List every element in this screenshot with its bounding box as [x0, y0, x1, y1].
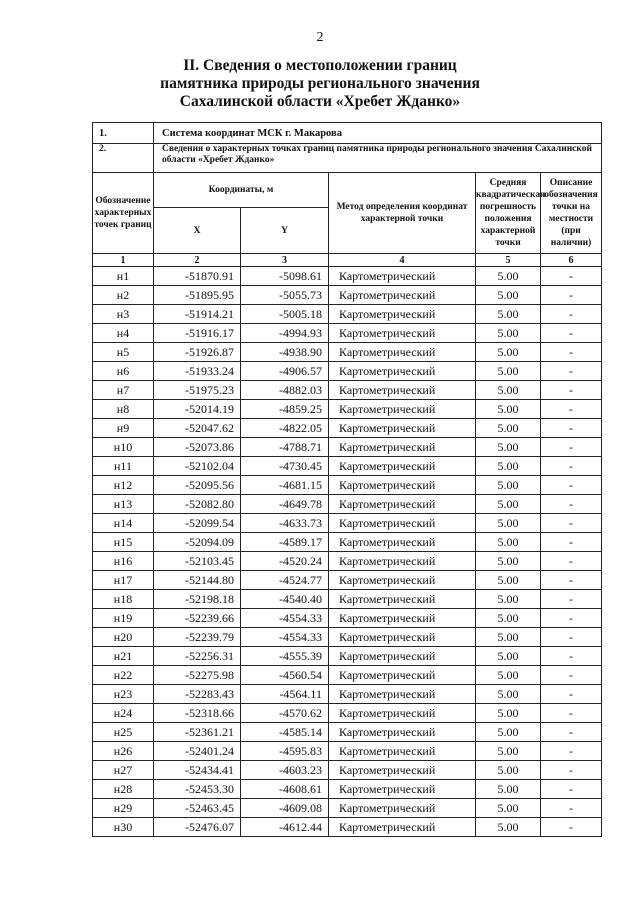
point-id: н30 — [93, 818, 154, 837]
coord-y: -4564.11 — [241, 685, 329, 704]
point-id: н14 — [93, 514, 154, 533]
column-numbers-row — [93, 254, 602, 267]
description-cell: - — [541, 552, 602, 571]
description-cell: - — [541, 267, 602, 286]
title-line-3: Сахалинской области «Хребет Жданко» — [179, 93, 461, 110]
coord-x: -52476.07 — [154, 818, 241, 837]
description-cell: - — [541, 609, 602, 628]
method-cell: Картометрический — [329, 799, 476, 818]
error-cell: 5.00 — [476, 666, 541, 685]
coord-x: -52401.24 — [154, 742, 241, 761]
description-cell: - — [541, 476, 602, 495]
coordinates-table — [92, 122, 602, 837]
description-cell: - — [541, 495, 602, 514]
coord-x: -52014.19 — [154, 400, 241, 419]
error-cell: 5.00 — [476, 533, 541, 552]
error-cell: 5.00 — [476, 761, 541, 780]
error-cell: 5.00 — [476, 609, 541, 628]
point-id: н24 — [93, 704, 154, 723]
point-id: н2 — [93, 286, 154, 305]
coord-y: -4560.54 — [241, 666, 329, 685]
coord-x: -52099.54 — [154, 514, 241, 533]
method-cell: Картометрический — [329, 666, 476, 685]
info-row-2-number: 2. — [93, 144, 154, 173]
error-cell: 5.00 — [476, 590, 541, 609]
error-cell: 5.00 — [476, 723, 541, 742]
table-row — [93, 305, 602, 324]
coord-y: -4520.24 — [241, 552, 329, 571]
point-id: н17 — [93, 571, 154, 590]
point-id: н9 — [93, 419, 154, 438]
coord-y: -4540.40 — [241, 590, 329, 609]
error-cell: 5.00 — [476, 628, 541, 647]
method-cell: Картометрический — [329, 685, 476, 704]
method-cell: Картометрический — [329, 286, 476, 305]
point-id: н21 — [93, 647, 154, 666]
coord-y: -4882.03 — [241, 381, 329, 400]
coord-y: -5005.18 — [241, 305, 329, 324]
point-id: н5 — [93, 343, 154, 362]
error-cell: 5.00 — [476, 324, 541, 343]
coord-y: -4681.15 — [241, 476, 329, 495]
point-id: н20 — [93, 628, 154, 647]
error-cell: 5.00 — [476, 685, 541, 704]
table-row — [93, 400, 602, 419]
coord-y: -4595.83 — [241, 742, 329, 761]
point-id: н12 — [93, 476, 154, 495]
coord-x: -52047.62 — [154, 419, 241, 438]
table-row — [93, 704, 602, 723]
method-cell: Картометрический — [329, 704, 476, 723]
error-cell: 5.00 — [476, 476, 541, 495]
coord-x: -52094.09 — [154, 533, 241, 552]
coord-x: -52095.56 — [154, 476, 241, 495]
description-cell: - — [541, 533, 602, 552]
table-row — [93, 286, 602, 305]
coord-y: -4822.05 — [241, 419, 329, 438]
coord-x: -52239.66 — [154, 609, 241, 628]
point-id: н25 — [93, 723, 154, 742]
description-cell: - — [541, 685, 602, 704]
coord-x: -52283.43 — [154, 685, 241, 704]
error-cell: 5.00 — [476, 400, 541, 419]
method-cell: Картометрический — [329, 552, 476, 571]
column-number: 5 — [476, 254, 541, 267]
coord-y: -4649.78 — [241, 495, 329, 514]
table-row — [93, 742, 602, 761]
coord-y: -4609.08 — [241, 799, 329, 818]
table-row — [93, 324, 602, 343]
description-cell: - — [541, 305, 602, 324]
coord-x: -52463.45 — [154, 799, 241, 818]
point-id: н22 — [93, 666, 154, 685]
info-row-1-number: 1. — [93, 123, 154, 144]
table-row — [93, 571, 602, 590]
points-info-row — [93, 144, 602, 173]
coord-y: -4603.23 — [241, 761, 329, 780]
coord-x: -51895.95 — [154, 286, 241, 305]
error-cell: 5.00 — [476, 571, 541, 590]
table-row — [93, 666, 602, 685]
coord-y: -4585.14 — [241, 723, 329, 742]
description-cell: - — [541, 742, 602, 761]
table-row — [93, 780, 602, 799]
coord-x: -52144.80 — [154, 571, 241, 590]
method-cell: Картометрический — [329, 400, 476, 419]
point-id: н4 — [93, 324, 154, 343]
coord-x: -51933.24 — [154, 362, 241, 381]
point-id: н6 — [93, 362, 154, 381]
description-cell: - — [541, 457, 602, 476]
coord-y: -4788.71 — [241, 438, 329, 457]
method-cell: Картометрический — [329, 533, 476, 552]
table-row — [93, 381, 602, 400]
method-cell: Картометрический — [329, 723, 476, 742]
coord-x: -51975.23 — [154, 381, 241, 400]
table-row — [93, 761, 602, 780]
point-id: н8 — [93, 400, 154, 419]
error-cell: 5.00 — [476, 343, 541, 362]
method-cell: Картометрический — [329, 571, 476, 590]
coord-x: -52275.98 — [154, 666, 241, 685]
point-id: н27 — [93, 761, 154, 780]
error-cell: 5.00 — [476, 742, 541, 761]
coord-x: -52361.21 — [154, 723, 241, 742]
table-row — [93, 495, 602, 514]
description-cell: - — [541, 666, 602, 685]
method-cell: Картометрический — [329, 818, 476, 837]
table-row — [93, 343, 602, 362]
coord-x: -52073.86 — [154, 438, 241, 457]
method-cell: Картометрический — [329, 742, 476, 761]
header-y: Y — [241, 208, 329, 254]
description-cell: - — [541, 590, 602, 609]
point-id: н19 — [93, 609, 154, 628]
error-cell: 5.00 — [476, 552, 541, 571]
method-cell: Картометрический — [329, 514, 476, 533]
point-id: н11 — [93, 457, 154, 476]
description-cell: - — [541, 818, 602, 837]
coord-x: -52198.18 — [154, 590, 241, 609]
coordinate-system-text: Система координат МСК г. Макарова — [154, 123, 602, 144]
coord-y: -4938.90 — [241, 343, 329, 362]
header-point-designation: Обозначение характерных точек границ — [93, 173, 154, 254]
description-cell: - — [541, 286, 602, 305]
description-cell: - — [541, 343, 602, 362]
title-line-2: памятника природы регионального значения — [160, 75, 480, 92]
point-id: н15 — [93, 533, 154, 552]
table-row — [93, 533, 602, 552]
point-id: н26 — [93, 742, 154, 761]
error-cell: 5.00 — [476, 457, 541, 476]
points-info-text: Сведения о характерных точках границ памятника природы регионального значения Сахалинской области «Хребет Жданко» — [154, 144, 602, 173]
header-x: X — [154, 208, 241, 254]
table-row — [93, 799, 602, 818]
point-id: н7 — [93, 381, 154, 400]
point-id: н13 — [93, 495, 154, 514]
header-method: Метод определения координат характерной точки — [329, 173, 476, 254]
error-cell: 5.00 — [476, 305, 541, 324]
description-cell: - — [541, 381, 602, 400]
table-row — [93, 723, 602, 742]
coord-y: -4906.57 — [241, 362, 329, 381]
table-row — [93, 609, 602, 628]
error-cell: 5.00 — [476, 818, 541, 837]
table-row — [93, 476, 602, 495]
coord-y: -4730.45 — [241, 457, 329, 476]
method-cell: Картометрический — [329, 609, 476, 628]
coord-y: -4524.77 — [241, 571, 329, 590]
table-row — [93, 362, 602, 381]
method-cell: Картометрический — [329, 419, 476, 438]
error-cell: 5.00 — [476, 514, 541, 533]
header-error: Средняя квадратическая погрешность положения характерной точки — [476, 173, 541, 254]
description-cell: - — [541, 799, 602, 818]
error-cell: 5.00 — [476, 647, 541, 666]
column-number: 6 — [541, 254, 602, 267]
table-row — [93, 419, 602, 438]
error-cell: 5.00 — [476, 438, 541, 457]
table-row — [93, 457, 602, 476]
description-cell: - — [541, 438, 602, 457]
description-cell: - — [541, 780, 602, 799]
description-cell: - — [541, 571, 602, 590]
coord-x: -52434.41 — [154, 761, 241, 780]
error-cell: 5.00 — [476, 286, 541, 305]
table-row — [93, 647, 602, 666]
coord-x: -52103.45 — [154, 552, 241, 571]
method-cell: Картометрический — [329, 343, 476, 362]
method-cell: Картометрический — [329, 476, 476, 495]
description-cell: - — [541, 647, 602, 666]
title-line-1: II. Сведения о местоположении границ — [183, 57, 457, 74]
coord-x: -51916.17 — [154, 324, 241, 343]
coord-y: -4554.33 — [241, 628, 329, 647]
coord-y: -5055.73 — [241, 286, 329, 305]
method-cell: Картометрический — [329, 457, 476, 476]
point-id: н10 — [93, 438, 154, 457]
table-row — [93, 628, 602, 647]
coord-y: -4994.93 — [241, 324, 329, 343]
coord-y: -4633.73 — [241, 514, 329, 533]
description-cell: - — [541, 324, 602, 343]
coord-x: -52082.80 — [154, 495, 241, 514]
coord-x: -52453.30 — [154, 780, 241, 799]
method-cell: Картометрический — [329, 267, 476, 286]
point-id: н18 — [93, 590, 154, 609]
coord-y: -4555.39 — [241, 647, 329, 666]
method-cell: Картометрический — [329, 647, 476, 666]
column-number: 2 — [154, 254, 241, 267]
table-row — [93, 685, 602, 704]
method-cell: Картометрический — [329, 381, 476, 400]
coord-y: -4612.44 — [241, 818, 329, 837]
coord-x: -52256.31 — [154, 647, 241, 666]
description-cell: - — [541, 419, 602, 438]
coord-x: -51914.21 — [154, 305, 241, 324]
error-cell: 5.00 — [476, 362, 541, 381]
document-title — [0, 57, 640, 111]
coord-y: -4554.33 — [241, 609, 329, 628]
coord-y: -4608.61 — [241, 780, 329, 799]
point-id: н1 — [93, 267, 154, 286]
point-id: н23 — [93, 685, 154, 704]
coord-y: -4859.25 — [241, 400, 329, 419]
header-description: Описание обозначения точки на местности (при наличии) — [541, 173, 602, 254]
coord-x: -52239.79 — [154, 628, 241, 647]
point-id: н3 — [93, 305, 154, 324]
coord-y: -4570.62 — [241, 704, 329, 723]
error-cell: 5.00 — [476, 267, 541, 286]
coord-x: -52318.66 — [154, 704, 241, 723]
description-cell: - — [541, 400, 602, 419]
method-cell: Картометрический — [329, 495, 476, 514]
error-cell: 5.00 — [476, 799, 541, 818]
point-id: н28 — [93, 780, 154, 799]
error-cell: 5.00 — [476, 495, 541, 514]
error-cell: 5.00 — [476, 381, 541, 400]
error-cell: 5.00 — [476, 780, 541, 799]
coord-x: -51926.87 — [154, 343, 241, 362]
header-row-1 — [93, 173, 602, 208]
description-cell: - — [541, 514, 602, 533]
coord-y: -5098.61 — [241, 267, 329, 286]
description-cell: - — [541, 362, 602, 381]
coordinate-system-row — [93, 123, 602, 144]
method-cell: Картометрический — [329, 780, 476, 799]
coord-y: -4589.17 — [241, 533, 329, 552]
method-cell: Картометрический — [329, 761, 476, 780]
method-cell: Картометрический — [329, 628, 476, 647]
error-cell: 5.00 — [476, 704, 541, 723]
page-number: 2 — [316, 30, 324, 45]
method-cell: Картометрический — [329, 590, 476, 609]
table-row — [93, 818, 602, 837]
column-number: 4 — [329, 254, 476, 267]
column-number: 1 — [93, 254, 154, 267]
error-cell: 5.00 — [476, 419, 541, 438]
description-cell: - — [541, 704, 602, 723]
coord-x: -51870.91 — [154, 267, 241, 286]
table-row — [93, 514, 602, 533]
description-cell: - — [541, 723, 602, 742]
description-cell: - — [541, 761, 602, 780]
table-row — [93, 438, 602, 457]
table-row — [93, 267, 602, 286]
coord-x: -52102.04 — [154, 457, 241, 476]
point-id: н29 — [93, 799, 154, 818]
header-coordinates: Координаты, м — [154, 173, 329, 208]
method-cell: Картометрический — [329, 305, 476, 324]
table-row — [93, 552, 602, 571]
description-cell: - — [541, 628, 602, 647]
method-cell: Картометрический — [329, 362, 476, 381]
table-row — [93, 590, 602, 609]
method-cell: Картометрический — [329, 438, 476, 457]
method-cell: Картометрический — [329, 324, 476, 343]
point-id: н16 — [93, 552, 154, 571]
column-number: 3 — [241, 254, 329, 267]
